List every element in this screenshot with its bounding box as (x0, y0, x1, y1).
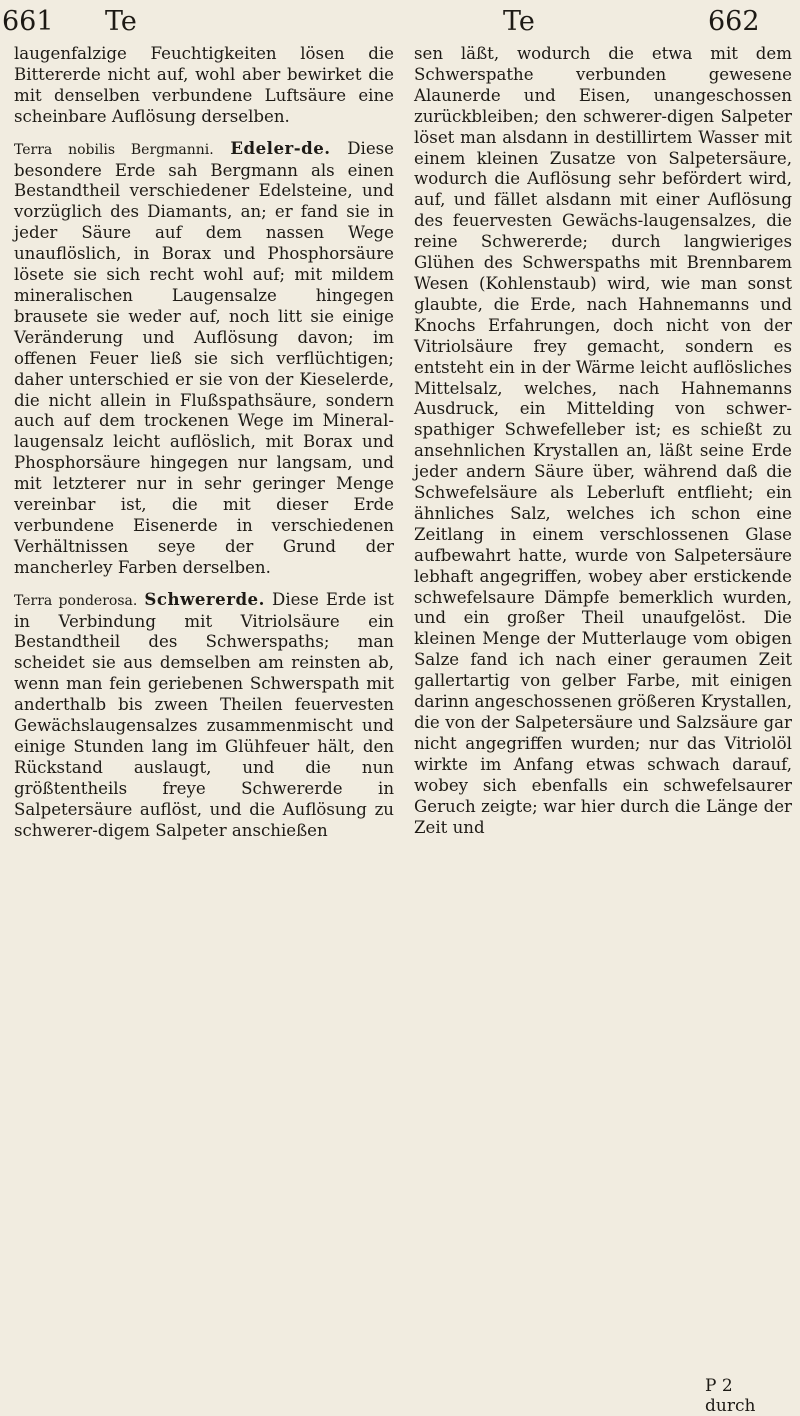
entry-headword: Edeler-de. (230, 137, 331, 158)
page-number-right: 662 (708, 6, 760, 37)
entry-terra-nobilis (14, 138, 394, 579)
page-number-left: 661 (2, 6, 54, 37)
page-footer (705, 1376, 800, 1416)
signature-mark: P 2 (705, 1376, 733, 1396)
continuation-paragraph: sen läßt, wodurch die etwa mit dem Schwerspathe verbunden gewesene Alaunerde und Eisen, unangeschossen zurückbleiben; den schwerer-digen Salpeter löset man alsdann in destillirtem Wasser mit einem kleinen Zusatze von Salpetersäure, wodurch die Auflösung sehr befördert wird, auf, und fället alsdann mit einer Auflösung des feuervesten Gewächs-laugensalzes, die reine Schwererde; durch langwieriges Glühen des Schwerspaths mit Brennbarem Wesen (Kohlenstaub) wird, wie man sonst glaubte, die Erde, nach Hahnemanns und Knochs Erfahrungen, doch nicht von der Vitriolsäure frey gemacht, sondern es entsteht ein in der Wärme leicht auflösliches Mittelsalz, welches, nach Hahnemanns Ausdruck, ein Mittelding von schwer-spathiger Schwefelleber ist; es schießt zu ansehnlichen Krystallen an, läßt seine Erde jeder andern Säure über, während daß die Schwefelsäure als Leberluft entflieht; ein ähnliches Salz, welches ich schon eine Zeitlang in einem verschlossenen Glase aufbewahrt hatte, wurde von Salpetersäure lebhaft angegriffen, wobey aber erstickende schwefelsaure Dämpfe bemerklich wurden, und ein großer Theil unaufgelöst. Die kleinen Menge der Mutterlauge vom obigen Salze fand ich nach einer geraumen Zeit gallertartig von gelber Farbe, mit einigen darinn angeschossenen größeren Krystallen, die von der Salpetersäure und Salzsäure gar nicht angegriffen wurden; nur das Vitriolöl wirkte im Anfang etwas schwach darauf, wobey sich ebenfalls ein schwefelsaurer Geruch zeigte; war hier durch die Länge der Zeit und (414, 44, 792, 837)
entry-body: Diese besondere Erde sah Bergmann als einen Bestandtheil verschiedener Edelsteine, und vorzüglich des Diamants, an; er fand sie in jeder Säure auf dem nassen Wege unauflöslich, in Borax und Phosphorsäure lösete sie sich recht wohl auf; mit mildem mineralischen Laugensalze hingegen brausete sie weder auf, noch litt sie einige Veränderung und Auflösung davon; im offenen Feuer ließ sie sich verflüchtigen; daher unterschied er sie von der Kieselerde, die nicht allein in Flußspathsäure, sondern auch auf dem trockenen Wege im Mineral-laugensalz leicht auflöslich, mit Borax und Phosphorsäure hingegen nur langsam, und mit letzterer nur in sehr geringer Menge vereinbar ist, die mit dieser Erde verbundene Eisenerde in verschiedenen Verhältnissen seye der Grund der mancherley Farben derselben. (14, 138, 394, 577)
running-header (0, 0, 800, 44)
latin-term: Terra nobilis Bergmanni. (14, 141, 214, 158)
entry-headword: Schwererde. (144, 588, 265, 609)
catchword: durch (705, 1396, 756, 1416)
right-column (414, 44, 792, 838)
left-column (14, 44, 394, 842)
entry-terra-ponderosa (14, 589, 394, 842)
continuation-paragraph: laugenfalzige Feuchtigkeiten lösen die Bittererde nicht auf, wohl aber bewirket die mit denselben verbundene Luftsäure eine scheinbare Auflösung derselben. (14, 44, 394, 126)
entry-body: Diese Erde ist in Verbindung mit Vitriolsäure ein Bestandtheil des Schwerspaths; man scheidet sie aus demselben am reinsten ab, wenn man fein geriebenen Schwerspath mit anderthalb bis zween Theilen feuervesten Gewächslaugensalzes zusammenmischt und einige Stunden lang im Glühfeuer hält, den Rückstand auslaugt, und die nun größtentheils freye Schwererde in Salpetersäure auflöst, und die Auflösung zu schwerer-digem Salpeter anschießen (14, 589, 394, 840)
guide-word-left: Te (105, 6, 137, 37)
latin-term: Terra ponderosa. (14, 592, 138, 609)
guide-word-right: Te (503, 6, 535, 37)
